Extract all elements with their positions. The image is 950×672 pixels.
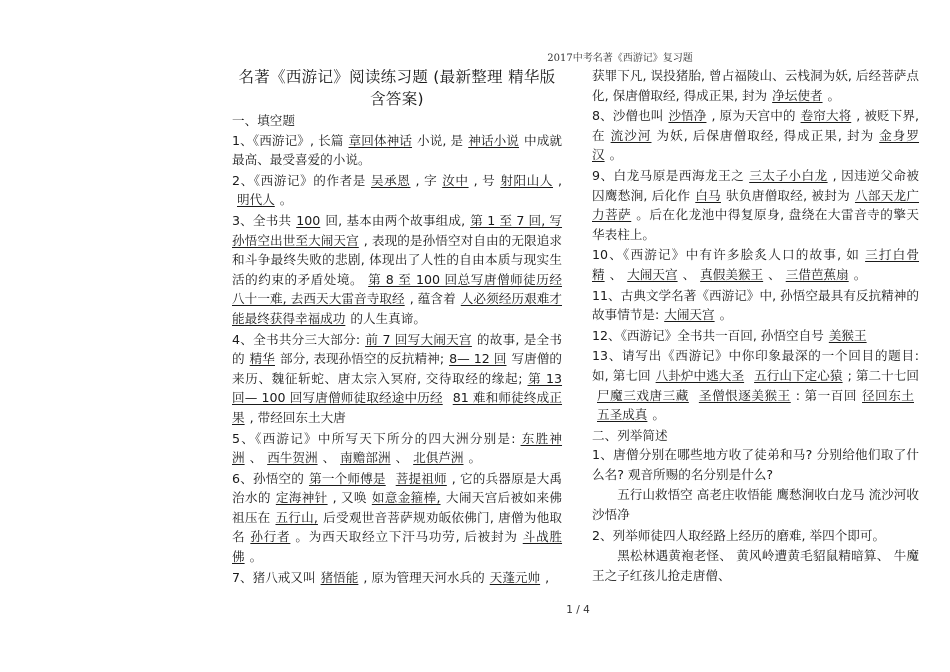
answer-blank: 明代人 [237,192,275,208]
question-6: 6、孙悟空的 第一个师傅是 菩提祖师 , 它的兵器原是大禹治水的 定海神针 , 又唤 如意金箍棒, 大闹天宫后被如来佛祖压在 五行山, 后受观世音菩萨规劝皈依佛门, 唐僧为他取名 孙行者 。为西天取经立下汗马功劳, 后被封为 斗战胜佛 。 [232,470,563,565]
question-11: 11、古典文学名著《西游记》中, 孙悟空最具有反抗精神的故事情节是: 大闹天宫 。 [592,287,919,323]
answer-blank: 孙行者 [250,529,291,545]
answer-blank: 如意金箍棒, [371,490,441,506]
answer-blank: 第 8 至 100 回总写唐僧师徒历经八十一难, 去西天大雷音寺取经 [232,271,562,307]
answer-blank: 白马 [695,187,721,203]
answer-blank: 八部天龙广力菩萨 [592,187,920,223]
answer-blank: 8— 12 回 [449,351,507,367]
answer-blank: 81 难和师徒终成正果 [232,390,563,425]
answer-blank: 人必须经历艰难才能最终获得幸福成功 [232,291,562,326]
question-12: 12、《西游记》全书共一百回, 孙悟空自号 美猴王 [592,326,919,346]
question-4: 4、全书共分三大部分: 前 7 回写大闹天宫 的故事, 是全书的 精华 部分, 表现孙悟空的反抗精神; 8— 12 回 写唐僧的来历、魏征斩蛇、唐太宗入冥府, 交待取经的缘起; 第 13 回— 100 回写唐僧师徒取经途中历经 81 难和师徒终成正果 , 带经回东土大唐 [232,331,563,425]
answer-blank: 圣僧恨逐美猴王 [698,387,791,403]
question-7: 7、猪八戒又叫 猪悟能 , 原为管理天河水兵的 天蓬元帅 , [232,569,550,585]
answer-blank: 100 [296,212,321,228]
answer-blank: 流沙河 [610,127,652,143]
answer-blank: 精华 [249,351,275,367]
answer-blank: 西牛贺洲 [267,450,318,466]
answer-blank: 第 1 至 7 回, 写孙悟空出世至大闹天宫 [232,212,563,248]
answer-blank: 三打白骨精 [592,247,920,282]
answer-blank: 八卦炉中逃大圣 [655,367,745,383]
answer-blank: 第 13 回— 100 回写唐僧师徒取经途中历经 [232,370,563,406]
running-header: 2017中考名著《西游记》复习题 [547,53,693,64]
question-2: 2、《西游记》的作者是 吴承恩 , 字 汝中 , 号 射阳山人 ,明代人 。 [232,172,563,208]
answer-blank: 定海神针 [275,490,328,506]
answer-blank: 沙悟净 [668,108,707,124]
answer-blank: 东胜神洲 [232,430,563,466]
answer-blank: 章回体神话 [348,132,413,148]
question-1: 1、《西游记》, 长篇 章回体神话 小说, 是 神话小说 中成就最高、最受喜爱的小说。 [232,132,563,168]
page-number: 1 / 4 [566,604,590,616]
answer-blank: 大闹天宫 [627,266,678,282]
answer-blank: 第一个师傅是 [309,470,386,486]
answer-blank: 三借芭蕉扇 [785,266,849,282]
answer-blank: 真假美猴王 [700,266,764,282]
question-3: 3、全书共 100 回, 基本由两个故事组成, 第 1 至 7 回, 写孙悟空出世至大闹天宫 , 表现的是孙悟空对自由的无限追求和斗争最终失败的悲剧, 体现出了人性的自由本质与现实生活的约束的矛盾处境。 第 8 至 100 回总写唐僧师徒历经八十一难, 去西天大雷音寺取经 , 蕴含着 人必须经历艰难才能最终获得幸福成功 的人生真谛。 [232,212,563,326]
answer-blank: 径回东土 [862,387,914,403]
short-answer-2-question: 2、列举师徒四人取经路上经历的磨难, 举四个即可。 [592,527,886,543]
answer-blank: 前 7 回写大闹天宫 [365,331,472,347]
answer-blank: 美猴王 [828,327,867,343]
question-13: 13、请写出《西游记》中你印象最深的一个回目的题目: 如, 第七回 八卦炉中逃大圣 五行山下定心猿 ; 第二十七回尸魔三戏唐三藏 圣僧恨逐美猴王 : 第一百回 径回东土五圣成真 。 [592,348,920,423]
answer-blank: 南赡部洲 [340,450,391,466]
answer-blank: 神话小说 [468,132,520,148]
question-5: 5、《西游记》中所写天下所分的四大洲分别是: 东胜神洲 、 西牛贺洲 、 南赡部洲 、 北俱芦洲 。 [232,430,563,466]
answer-blank: 北俱芦洲 [413,450,464,466]
answer-blank: 三太子小白龙 [749,167,828,183]
question-9: 9、白龙马原是西海龙王之 三太子小白龙 , 因违逆父命被囚鹰愁涧, 后化作 白马 驮负唐僧取经, 被封为 八部天龙广力菩萨 。后在化龙池中得复原身, 盘绕在大雷音寺的擎天华表柱上。 [592,167,920,242]
question-7-continued: 获罪下凡, 误投猪胎, 曾占福陵山、云栈洞为妖, 后经菩萨点化, 保唐僧取经, 得成正果, 封为 净坛使者 。 [592,68,919,103]
section-heading-listing: 二、列举简述 [592,427,668,443]
short-answer-1-answer: 五行山救悟空 高老庄收悟能 鹰愁涧收白龙马 流沙河收沙悟净 [592,487,919,523]
answer-blank: 菩提祖师 [395,470,447,486]
answer-blank: 猪悟能 [320,569,359,585]
answer-blank: 五行山, [275,509,318,525]
answer-blank: 净坛使者 [772,87,823,103]
short-answer-1-question: 1、唐僧分别在哪些地方收了徒弟和马? 分别给他们取了什么名? 观音所赐的名分别是什么? [592,447,919,482]
answer-blank: 大闹天宫 [664,307,715,323]
answer-blank: 尸魔三戏唐三藏 [597,387,689,403]
answer-blank: 吴承恩 [370,172,411,188]
question-10: 10、《西游记》中有许多脍炙人口的故事, 如 三打白骨精 、 大闹天宫 、 真假美猴王 、 三借芭蕉扇 。 [592,247,920,282]
answer-blank: 汝中 [442,172,469,188]
answer-blank: 五行山下定心猿 [754,367,843,383]
left-column [232,66,562,588]
answer-blank: 五圣成真 [597,407,648,423]
short-answer-2-answer: 黑松林遇黄袍老怪、 黄风岭遭黄毛貂鼠精暗算、 牛魔王之子红孩儿抢走唐僧、 [592,548,919,583]
document-title: 名著《西游记》阅读练习题 (最新整理 精华版 含答案) [238,68,556,108]
answer-blank: 卷帘大将 [800,108,852,124]
right-column [592,66,919,586]
answer-blank: 金身罗汉 [592,127,920,163]
section-heading-fill-in: 一、填空题 [232,113,295,128]
question-8: 8、沙僧也叫 沙悟净 , 原为天宫中的 卷帘大将 , 被贬下界, 在 流沙河 为妖, 后保唐僧取经, 得成正果, 封为 金身罗汉 。 [592,108,920,163]
answer-blank: 射阳山人 [500,172,553,188]
answer-blank: 天蓬元帅 [489,569,541,585]
answer-blank: 斗战胜佛 [232,529,563,565]
